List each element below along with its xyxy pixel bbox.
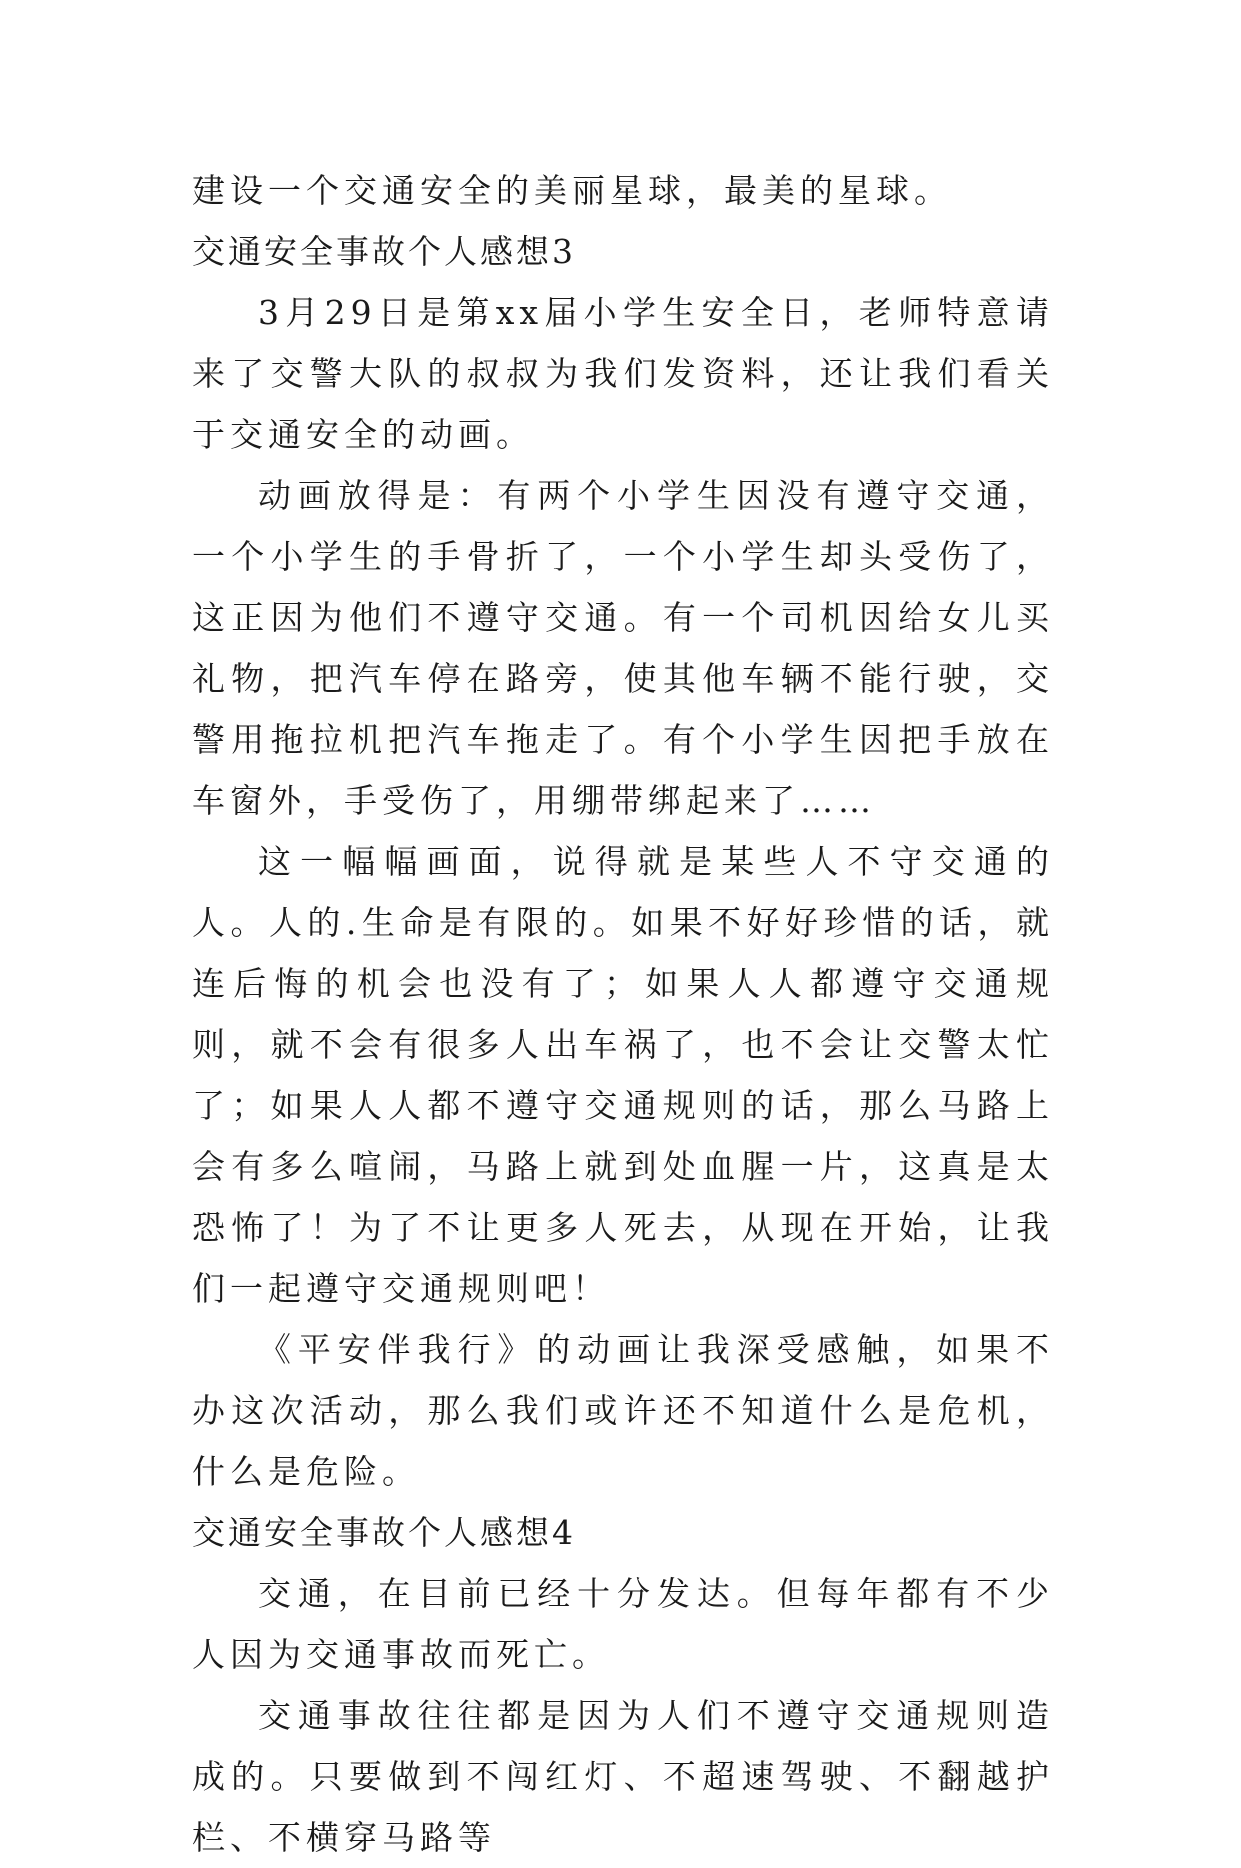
paragraph-closing: 建设一个交通安全的美丽星球，最美的星球。 xyxy=(192,171,952,210)
section-heading-3: 交通安全事故个人感想3 xyxy=(192,232,576,271)
paragraph: 3月29日是第xx届小学生安全日，老师特意请来了交警大队的叔叔为我们发资料，还让我们看关于交通安全的动画。 xyxy=(192,293,1054,454)
paragraph: 交通，在目前已经十分发达。但每年都有不少人因为交通事故而死亡。 xyxy=(192,1574,1054,1674)
section-heading-4: 交通安全事故个人感想4 xyxy=(192,1513,576,1552)
document-page xyxy=(192,160,1054,1868)
paragraph: 交通事故往往都是因为人们不遵守交通规则造成的。只要做到不闯红灯、不超速驾驶、不翻越护栏、不横穿马路等 xyxy=(192,1696,1054,1857)
paragraph: 动画放得是：有两个小学生因没有遵守交通，一个小学生的手骨折了，一个小学生却头受伤了，这正因为他们不遵守交通。有一个司机因给女儿买礼物，把汽车停在路旁，使其他车辆不能行驶，交警用拖拉机把汽车拖走了。有个小学生因把手放在车窗外，手受伤了，用绷带绑起来了…… xyxy=(192,476,1054,820)
paragraph: 《平安伴我行》的动画让我深受感触，如果不办这次活动，那么我们或许还不知道什么是危机，什么是危险。 xyxy=(192,1330,1054,1491)
paragraph: 这一幅幅画面，说得就是某些人不守交通的人。人的.生命是有限的。如果不好好珍惜的话，就连后悔的机会也没有了；如果人人都遵守交通规则，就不会有很多人出车祸了，也不会让交警太忙了；如果人人都不遵守交通规则的话，那么马路上会有多么喧闹，马路上就到处血腥一片，这真是太恐怖了！为了不让更多人死去，从现在开始，让我们一起遵守交通规则吧！ xyxy=(192,842,1054,1308)
